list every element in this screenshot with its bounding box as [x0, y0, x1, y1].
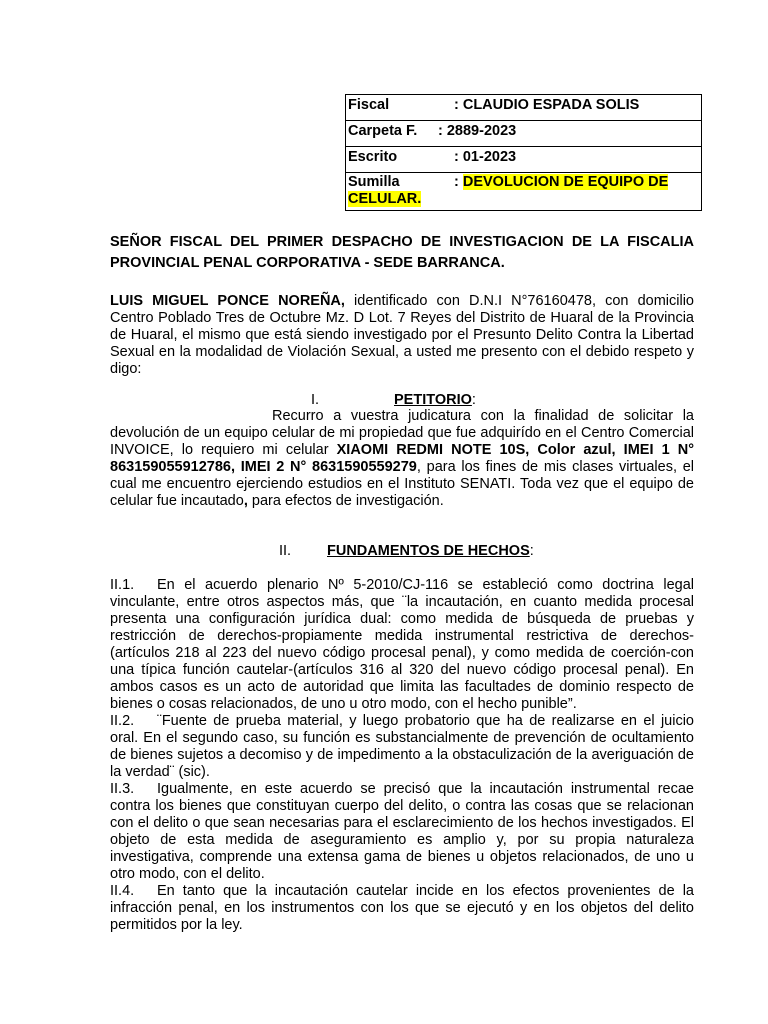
- carpeta-label: Carpeta F.: [348, 123, 418, 139]
- fiscal-value: : CLAUDIO ESPADA SOLIS: [454, 97, 640, 113]
- section-2-title: FUNDAMENTOS DE HECHOS: [327, 543, 530, 559]
- fundamento-item: [110, 713, 694, 781]
- section-2-number: II.: [279, 543, 292, 559]
- fundamento-number: II.3.: [110, 781, 135, 797]
- fundamentos-list: [110, 577, 694, 934]
- fundamento-text: Igualmente, en este acuerdo se precisó que la incautación instrumental recae contra los bienes que constituyan cuerpo del delito, o contra las cosas que se relacionan con el delito o que sean necesarias para el esclarecimiento de los hechos investigados. El objeto de esta medida de aseguramiento es amplio y, por su propia naturaleza investigativa, comprende una extensa gama de bienes u objetos relacionados, de uno u otro modo, con el delito.: [110, 781, 694, 882]
- petitorio-paragraph: [110, 408, 694, 510]
- fundamento-item: [110, 577, 694, 713]
- fundamento-item: [110, 781, 694, 883]
- sumilla-value-highlight-2: CELULAR.: [348, 191, 422, 207]
- fundamento-number: II.4.: [110, 883, 135, 899]
- fundamento-item: [110, 883, 694, 934]
- section-1-colon: :: [471, 392, 476, 408]
- petitorio-text-2: , para los fines de mis clases virtuales, el cual me encuentro ejerciendo estudios en el Instituto SENATI. Toda vez que el equipo de celular fue incautado: [110, 459, 694, 509]
- fundamento-text: En el acuerdo plenario Nº 5-2010/CJ-116 se estableció como doctrina legal vinculante, entre otros aspectos más, que ¨la incautación, en cuanto medida procesal presenta una configuración jurídica dual: como medida de búsqueda de pruebas y restricción de derechos-propiamente medida instrumental restrictiva de derechos-(artículos 218 al 223 del nuevo código procesal penal), y como medida de coerción-con una típica función cautelar-(artículos 316 al 320 del nuevo código procesal penal). En ambos casos es un acto de autoridad que limita las facultades de dominio respecto de bienes o cosas relacionados, de uno u otro modo, con el hecho punible”.: [110, 577, 694, 712]
- escrito-label: Escrito: [348, 149, 398, 165]
- fiscal-label: Fiscal: [348, 97, 390, 113]
- petitioner-name: LUIS MIGUEL PONCE NOREÑA,: [110, 293, 345, 309]
- fundamento-text: ¨Fuente de prueba material, y luego probatorio que ha de realizarse en el juicio oral. En el segundo caso, su función es substancialmente de prevención de ocultamiento de bienes sujetos a decomiso y de impedimento a la obstaculización de la averiguación de la verdad¨ (sic).: [110, 713, 694, 780]
- section-2-heading: [279, 543, 534, 560]
- case-header-table: [345, 94, 702, 211]
- petitorio-text-3: para efectos de investigación.: [247, 493, 444, 509]
- sumilla-label: Sumilla: [348, 174, 400, 190]
- addressee-heading: SEÑOR FISCAL DEL PRIMER DESPACHO DE INVESTIGACION DE LA FISCALIA PROVINCIAL PENAL CORPORATIVA - SEDE BARRANCA.: [110, 234, 694, 271]
- petitorio-bold-comma: ,: [243, 493, 248, 509]
- fundamento-text: En tanto que la incautación cautelar incide en los efectos provenientes de la infracción penal, en los instrumentos con los que se ejecutó y en los objetos del delito permitidos por la ley.: [110, 883, 694, 933]
- section-2-colon: :: [529, 543, 534, 559]
- carpeta-row: [346, 121, 702, 147]
- section-1-number: I.: [311, 392, 320, 408]
- escrito-row: [346, 147, 702, 173]
- fundamento-number: II.2.: [110, 713, 135, 729]
- carpeta-value: : 2889-2023: [438, 123, 517, 139]
- phone-details: XIAOMI REDMI NOTE 10S, Color azul, IMEI 1 N° 863159055912786, IMEI 2 N° 8631590559279: [110, 442, 694, 475]
- sumilla-sep: :: [454, 174, 463, 190]
- section-1-title: PETITORIO: [394, 392, 472, 408]
- sumilla-row: [346, 173, 702, 211]
- petitorio-text-1: Recurro a vuestra judicatura con la finalidad de solicitar la devolución de un equipo celular de mi propiedad que fue adquirído en el Centro Comercial INVOICE, lo requiero mi celular: [110, 408, 694, 458]
- section-1-heading: [311, 392, 476, 409]
- sumilla-value-highlight-1: DEVOLUCION DE EQUIPO DE: [462, 174, 669, 190]
- fundamento-number: II.1.: [110, 577, 135, 593]
- fiscal-row: [346, 95, 702, 121]
- intro-paragraph: [110, 293, 694, 378]
- intro-text: identificado con D.N.I N°76160478, con domicilio Centro Poblado Tres de Octubre Mz. D Lot. 7 Reyes del Distrito de Huaral de la Provincia de Huaral, el mismo que está siendo investigado por el Presunto Delito Contra la Libertad Sexual en la modalidad de Violación Sexual, a usted me presento con el debido respeto y digo:: [110, 293, 694, 377]
- escrito-value: : 01-2023: [454, 149, 517, 165]
